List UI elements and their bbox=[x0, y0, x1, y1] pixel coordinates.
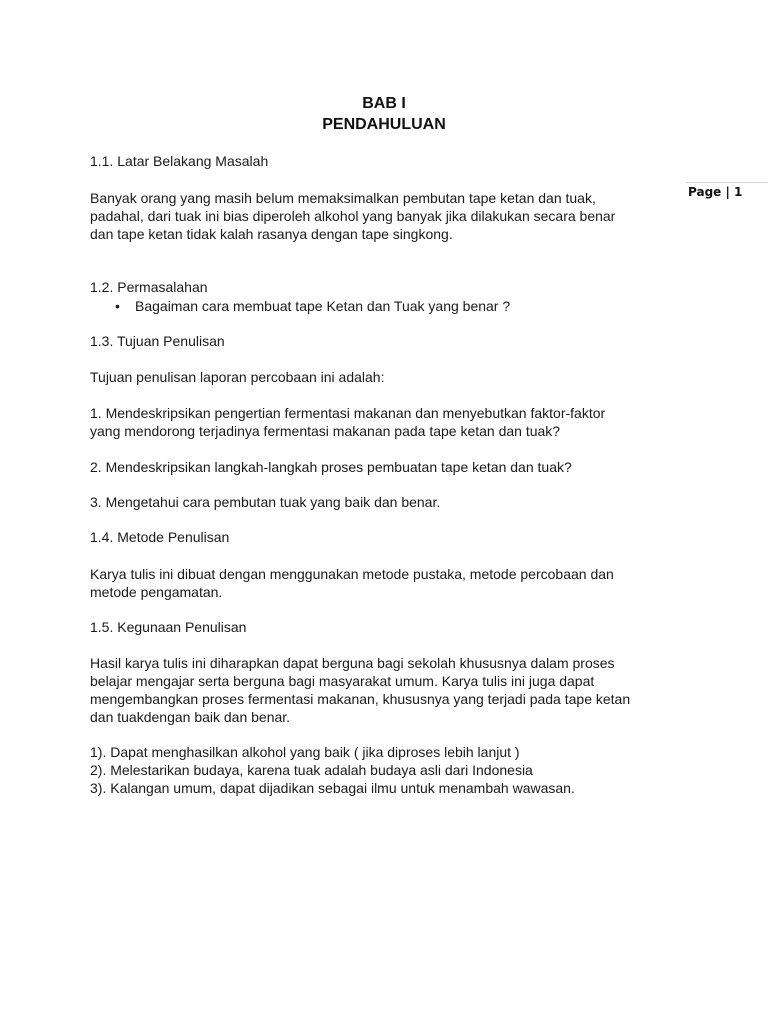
paragraph-line: Karya tulis ini dibuat dengan menggunakan metode pustaka, metode percobaan dan bbox=[90, 566, 614, 582]
section-heading-1-4: 1.4. Metode Penulisan bbox=[90, 529, 230, 545]
paragraph-line: padahal, dari tuak ini bias diperoleh alkohol yang banyak jika dilakukan secara benar bbox=[90, 208, 616, 224]
section-heading-1-1: 1.1. Latar Belakang Masalah bbox=[90, 153, 269, 169]
chapter-title: BAB I bbox=[362, 95, 406, 112]
chapter-subtitle: PENDAHULUAN bbox=[322, 116, 446, 133]
paragraph-line: Tujuan penulisan laporan percobaan ini adalah: bbox=[90, 369, 385, 385]
page-number-rule bbox=[686, 182, 768, 183]
section-heading-1-2: 1.2. Permasalahan bbox=[90, 279, 208, 295]
paragraph-line: metode pengamatan. bbox=[90, 584, 223, 600]
page-number-label: Page | 1 bbox=[688, 185, 743, 199]
list-item: 1). Dapat menghasilkan alkohol yang baik ( jika diproses lebih lanjut ) bbox=[90, 744, 520, 760]
bullet-item: Bagaiman cara membuat tape Ketan dan Tuak yang benar ? bbox=[135, 298, 511, 314]
list-item-continuation: yang mendorong terjadinya fermentasi makanan pada tape ketan dan tuak? bbox=[90, 423, 561, 439]
paragraph-line: mengembangkan proses fermentasi makanan, khususnya yang terjadi pada tape ketan bbox=[90, 691, 631, 707]
list-item: 3). Kalangan umum, dapat dijadikan sebagai ilmu untuk menambah wawasan. bbox=[90, 780, 575, 796]
paragraph-line: dan tuakdengan baik dan benar. bbox=[90, 709, 291, 725]
section-heading-1-5: 1.5. Kegunaan Penulisan bbox=[90, 619, 247, 635]
paragraph-line: dan tape ketan tidak kalah rasanya dengan tape singkong. bbox=[90, 226, 453, 242]
list-item: 3. Mengetahui cara pembutan tuak yang baik dan benar. bbox=[90, 494, 441, 510]
list-item: 2. Mendeskripsikan langkah-langkah proses pembuatan tape ketan dan tuak? bbox=[90, 459, 572, 475]
paragraph-line: belajar mengajar serta berguna bagi masyarakat umum. Karya tulis ini juga dapat bbox=[90, 673, 595, 689]
paragraph-line: Hasil karya tulis ini diharapkan dapat berguna bagi sekolah khususnya dalam proses bbox=[90, 655, 615, 671]
list-item: 2). Melestarikan budaya, karena tuak adalah budaya asli dari Indonesia bbox=[90, 762, 533, 778]
bullet-icon: • bbox=[115, 298, 120, 314]
section-heading-1-3: 1.3. Tujuan Penulisan bbox=[90, 333, 225, 349]
list-item: 1. Mendeskripsikan pengertian fermentasi makanan dan menyebutkan faktor-faktor bbox=[90, 405, 606, 421]
paragraph-line: Banyak orang yang masih belum memaksimalkan pembutan tape ketan dan tuak, bbox=[90, 190, 596, 206]
